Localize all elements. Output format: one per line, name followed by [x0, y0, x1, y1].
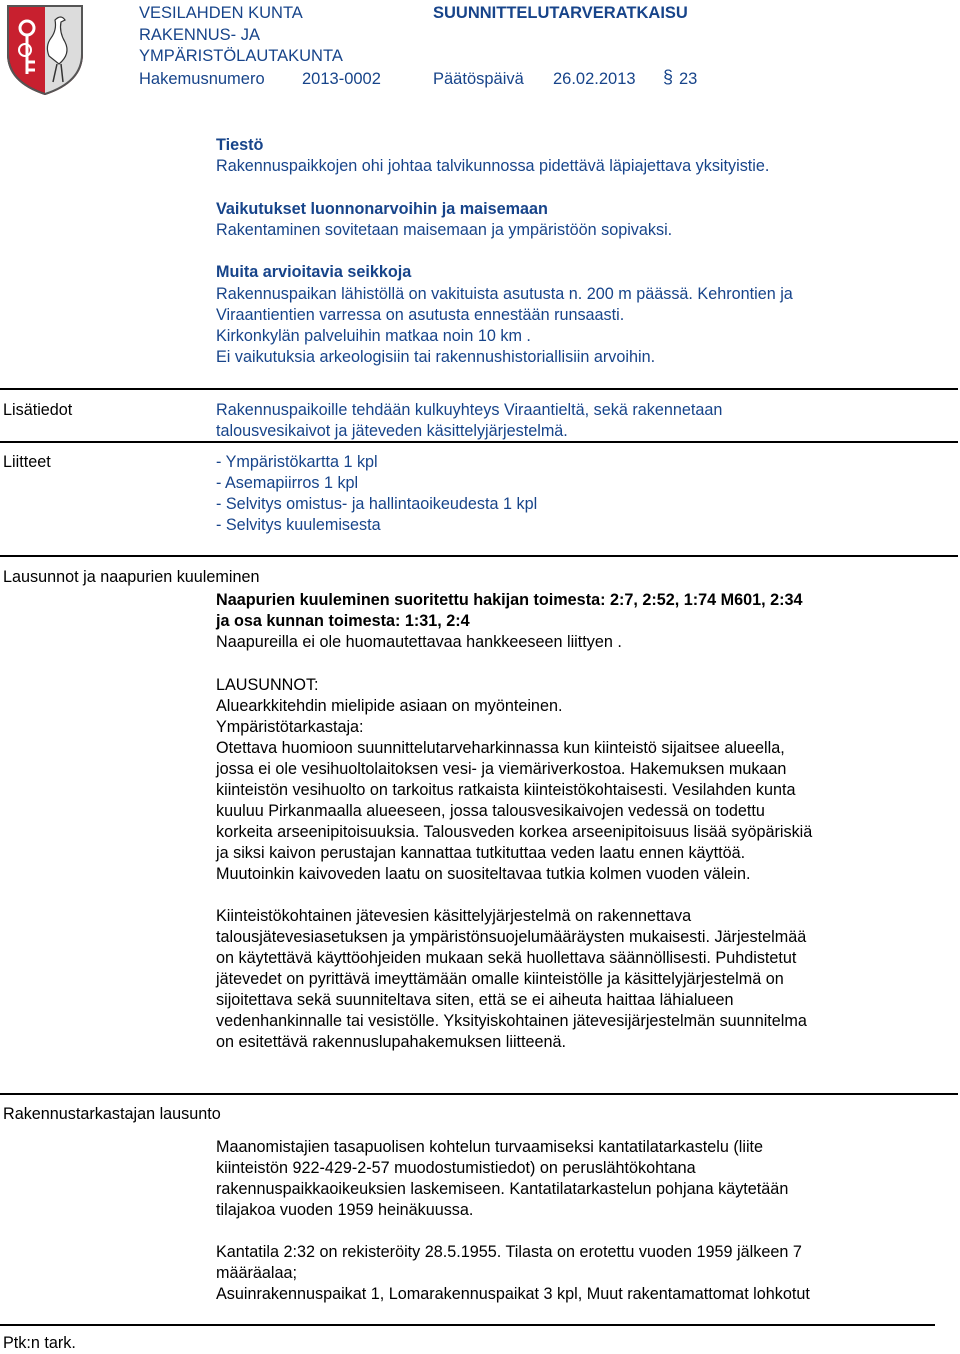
section-divider — [0, 555, 958, 557]
statement-line: Ympäristötarkastaja: — [216, 718, 364, 736]
statement-line: Aluearkkitehdin mielipide asiaan on myönteinen. — [216, 697, 563, 715]
tiesto-text: Rakennuspaikkojen ohi johtaa talvikunnossa pidettävä läpiajettava yksityistie. — [216, 157, 770, 175]
wastewater-line: jätevedet on pyrittävä imeyttämään omalle kiinteistölle ja käsittelyjärjestelmä on — [216, 970, 784, 988]
lisatiedot-line: Rakennuspaikoille tehdään kulkuyhteys Viraantieltä, sekä rakennetaan — [216, 401, 723, 419]
section-sign: § — [663, 67, 674, 87]
footer-divider — [0, 1324, 935, 1326]
board-name-line2: YMPÄRISTÖLAUTAKUNTA — [139, 47, 343, 65]
liitteet-label: Liitteet — [3, 453, 51, 471]
muita-line: Viraantientien varressa on asutusta ennestään runsaasti. — [216, 306, 625, 324]
statement-line: ja siksi kaivon perustajan kannattaa tutkituttaa veden laatu ennen käyttöä. — [216, 844, 746, 862]
inspector-line: Maanomistajien tasapuolisen kohtelun turvaamiseksi kantatilatarkastelu (liite — [216, 1138, 764, 1156]
inspector-line: määräalaa; — [216, 1264, 297, 1282]
statement-line: LAUSUNNOT: — [216, 676, 319, 694]
section-number: 23 — [679, 70, 698, 88]
municipality-crest-logo — [5, 4, 85, 96]
muita-line: Ei vaikutuksia arkeologisiin tai rakennushistoriallisiin arvoihin. — [216, 348, 656, 366]
wastewater-line: sijoitettava sekä suunniteltava siten, että se ei aiheuta haittaa lähialueen — [216, 991, 734, 1009]
tiesto-heading: Tiestö — [216, 136, 264, 154]
statement-line: jossa ei ole vesihuoltolaitoksen vesi- ja viemäriverkostoa. Hakemuksen mukaan — [216, 760, 787, 778]
application-number-label: Hakemusnumero — [139, 70, 265, 88]
neighbour-note: Naapureilla ei ole huomautettavaa hankkeeseen liittyen . — [216, 633, 622, 651]
lausunnot-bold-line: Naapurien kuuleminen suoritettu hakijan toimesta: 2:7, 2:52, 1:74 M601, 2:34 — [216, 591, 803, 609]
wastewater-line: talousjätevesiasetuksen ja ympäristönsuojelumääräysten mukaisesti. Järjestelmää — [216, 928, 807, 946]
statement-line: korkeita arseenipitoisuuksia. Talousveden korkea arseenipitoisuus lisää syöpäriskiä — [216, 823, 813, 841]
wastewater-line: on käytettävä käyttöohjeiden mukaan sekä huollettava säännöllisesti. Puhdistetut — [216, 949, 797, 967]
lisatiedot-label: Lisätiedot — [3, 401, 73, 419]
inspector-line: kiinteistön 922-429-2-57 muodostumistiedot) on peruslähtökohtana — [216, 1159, 696, 1177]
statement-line: Otettava huomioon suunnittelutarveharkinnassa kun kiinteistö sijaitsee alueella, — [216, 739, 785, 757]
liitteet-item: - Selvitys kuulemisesta — [216, 516, 381, 534]
statement-line: Muutoinkin kaivoveden laatu on suositeltavaa tutkia kolmen vuoden välein. — [216, 865, 751, 883]
section-divider — [0, 441, 958, 443]
decision-date: 26.02.2013 — [553, 70, 636, 88]
section-divider — [0, 388, 958, 390]
inspector-line: Kantatila 2:32 on rekisteröity 28.5.1955. Tilasta on erotettu vuoden 1959 jälkeen 7 — [216, 1243, 802, 1261]
inspector-line: rakennuspaikkaoikeuksien laskemiseen. Kantatilatarkastelun pohjana käytetään — [216, 1180, 789, 1198]
vaikutukset-text: Rakentaminen sovitetaan maisemaan ja ympäristöön sopivaksi. — [216, 221, 673, 239]
statement-line: kuuluu Pirkanmaalla alueeseen, jossa talousvesikaivojen vedessä on todettu — [216, 802, 765, 820]
vaikutukset-heading: Vaikutukset luonnonarvoihin ja maisemaan — [216, 200, 548, 218]
lisatiedot-line: talousvesikaivot ja jäteveden käsittelyjärjestelmä. — [216, 422, 568, 440]
minutes-checker-label: Ptk:n tark. — [3, 1334, 76, 1352]
board-name-line1: RAKENNUS- JA — [139, 26, 261, 44]
organization-name: VESILAHDEN KUNTA — [139, 4, 303, 22]
statement-line: kiinteistön vesihuolto on tarkoitus ratkaista kiinteistökohtaisesti. Vesilahden kunta — [216, 781, 796, 799]
section-divider — [0, 1093, 958, 1095]
liitteet-item: - Asemapiirros 1 kpl — [216, 474, 359, 492]
liitteet-item: - Ympäristökartta 1 kpl — [216, 453, 378, 471]
muita-line: Rakennuspaikan lähistöllä on vakituista asutusta n. 200 m päässä. Kehrontien ja — [216, 285, 793, 303]
muita-heading: Muita arvioitavia seikkoja — [216, 263, 412, 281]
wastewater-line: Kiinteistökohtainen jätevesien käsittelyjärjestelmä on rakennettava — [216, 907, 692, 925]
decision-date-label: Päätöspäivä — [433, 70, 524, 88]
rakennustarkastaja-label: Rakennustarkastajan lausunto — [3, 1105, 221, 1123]
muita-line: Kirkonkylän palveluihin matkaa noin 10 km . — [216, 327, 531, 345]
inspector-line: tilajakoa vuoden 1959 heinäkuussa. — [216, 1201, 474, 1219]
lausunnot-label: Lausunnot ja naapurien kuuleminen — [3, 568, 260, 586]
application-number: 2013-0002 — [302, 70, 381, 88]
document-type: SUUNNITTELUTARVERATKAISU — [433, 4, 688, 22]
inspector-line: Asuinrakennuspaikat 1, Lomarakennuspaikat 3 kpl, Muut rakentamattomat lohkotut — [216, 1285, 810, 1303]
liitteet-item: - Selvitys omistus- ja hallintaoikeudesta 1 kpl — [216, 495, 538, 513]
lausunnot-bold-line: ja osa kunnan toimesta: 1:31, 2:4 — [216, 612, 470, 630]
wastewater-line: on esitettävä rakennuslupahakemuksen liitteenä. — [216, 1033, 567, 1051]
wastewater-line: vedenhankinnalle tai vesistölle. Yksityiskohtainen jätevesijärjestelmän suunnitelma — [216, 1012, 807, 1030]
